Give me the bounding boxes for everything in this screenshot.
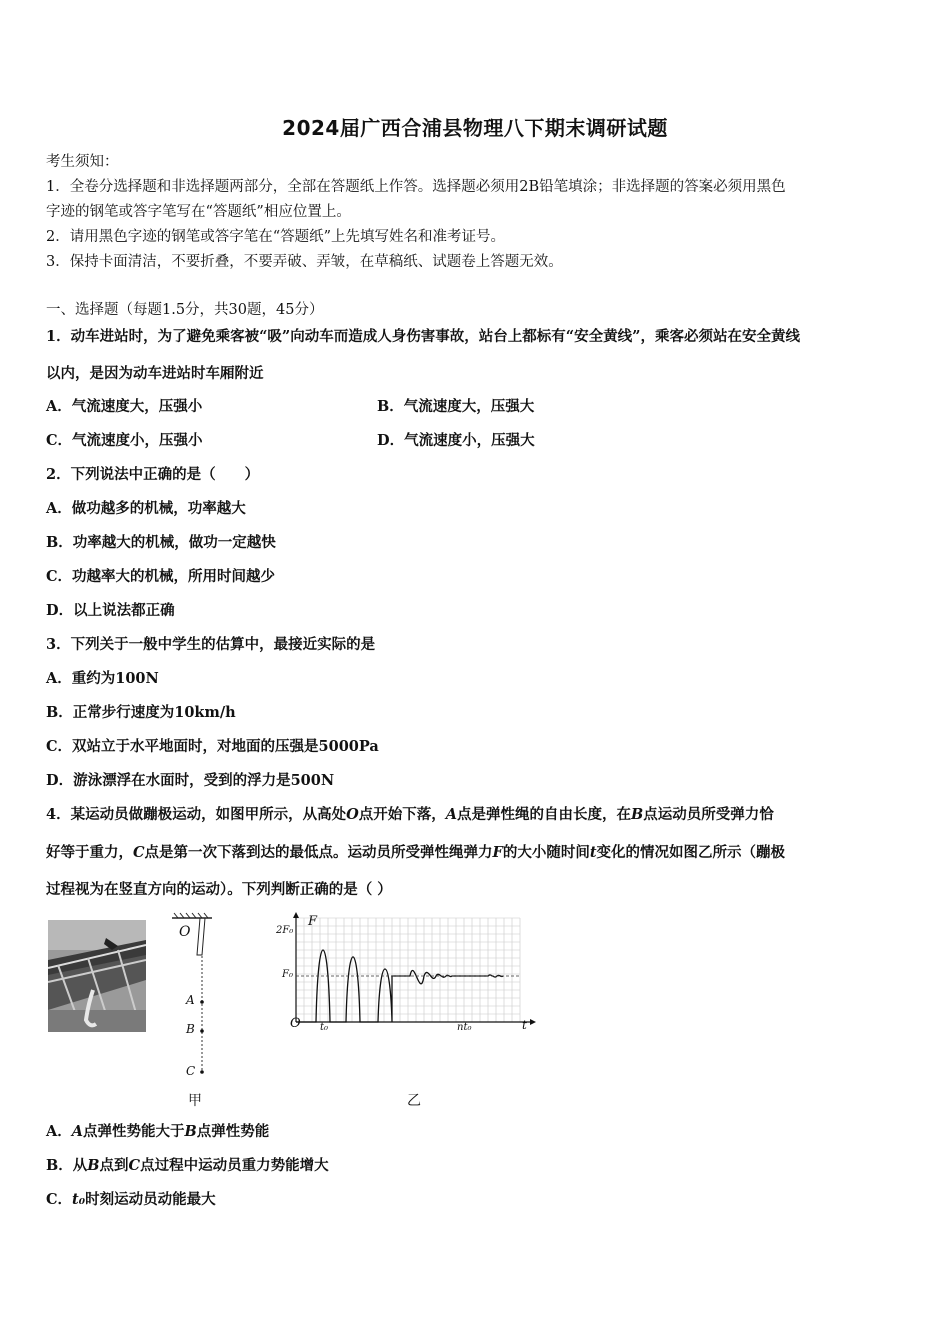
q1-option-b: B．气流速度大，压强大 (377, 398, 535, 415)
q3-stem: 3．下列关于一般中学生的估算中，最接近实际的是 (46, 636, 376, 653)
graph-label-t0: t₀ (320, 1022, 329, 1033)
q4-stem-line1: 4．某运动员做蹦极运动，如图甲所示，从高处O点开始下落，A点是弹性绳的自由长度，在B点运动员所受弹力恰 (46, 806, 774, 823)
section-heading: 一、选择题（每题1.5分，共30题，45分） (46, 302, 324, 318)
graph-label-f: F (308, 914, 318, 929)
rope-label-c: C (186, 1064, 196, 1078)
q3-option-d: D．游泳漂浮在水面时，受到的浮力是500N (46, 772, 335, 789)
graph-label-origin: O (290, 1016, 301, 1031)
point-c-dot (200, 1070, 204, 1074)
point-a-dot (200, 1000, 204, 1004)
force-time-graph (274, 910, 536, 1080)
bungee-photo (48, 920, 146, 1032)
notice-item-1-cont: 字迹的钢笔或答字笔写在“答题纸”相应位置上。 (46, 204, 351, 220)
graph-label-nt0: nt₀ (457, 1022, 472, 1033)
q2-stem: 2．下列说法中正确的是（ ） (46, 466, 260, 483)
rope-label-o: O (179, 924, 191, 940)
figure-label-jia: 甲 (188, 1093, 202, 1109)
notice-item-1: 1．全卷分选择题和非选择题两部分，全部在答题纸上作答。选择题必须用2B铅笔填涂；非选择题的答案必须用黑色 (46, 179, 786, 195)
q1-option-c: C．气流速度小，压强小 (46, 432, 203, 449)
rope-label-b: B (186, 1022, 195, 1036)
q2-option-d: D．以上说法都正确 (46, 602, 175, 619)
q2-option-b: B．功率越大的机械，做功一定越快 (46, 534, 276, 551)
q1-option-d: D．气流速度小，压强大 (377, 432, 535, 449)
q4-stem-line2: 好等于重力，C点是第一次下落到达的最低点。运动员所受弹性绳弹力F的大小随时间t变化的情况如图乙所示（蹦极 (46, 844, 786, 861)
q2-option-c: C．功越率大的机械，所用时间越少 (46, 568, 276, 585)
notice-item-2: 2．请用黑色字迹的钢笔或答字笔在“答题纸”上先填写姓名和准考证号。 (46, 229, 506, 245)
q1-option-a: A．气流速度大，压强小 (46, 398, 203, 415)
q1-stem-line1: 1．动车进站时，为了避免乘客被“吸”向动车而造成人身伤害事故，站台上都标有“安全黄线”，乘客必须站在安全黄线 (46, 328, 800, 345)
notice-heading: 考生须知： (46, 154, 119, 170)
q1-stem-line2: 以内，是因为动车进站时车厢附近 (46, 365, 264, 382)
q3-option-a: A．重约为100N (46, 670, 159, 687)
q4-stem-line3: 过程视为在竖直方向的运动）。下列判断正确的是（ ） (46, 881, 392, 898)
q4-option-c: C．t₀时刻运动员动能最大 (46, 1191, 216, 1208)
q4-option-a: A．A点弹性势能大于B点弹性势能 (46, 1123, 270, 1140)
q2-option-a: A．做功越多的机械，功率越大 (46, 500, 246, 517)
q3-option-c: C．双站立于水平地面时，对地面的压强是5000Pa (46, 738, 379, 755)
page-title: 2024届广西合浦县物理八下期末调研试题 (282, 116, 668, 140)
q4-figure (46, 910, 536, 1115)
graph-label-t: t (522, 1018, 527, 1032)
q4-option-b: B．从B点到C点过程中运动员重力势能增大 (46, 1157, 329, 1174)
q3-option-b: B．正常步行速度为10km/h (46, 704, 236, 721)
figure-label-yi: 乙 (407, 1093, 421, 1109)
rope-label-a: A (186, 993, 195, 1007)
graph-label-f0: F₀ (282, 969, 293, 980)
point-b-dot (200, 1029, 204, 1033)
notice-item-3: 3．保持卡面清洁，不要折叠，不要弄破、弄皱，在草稿纸、试题卷上答题无效。 (46, 254, 563, 270)
graph-label-2f0: 2F₀ (276, 925, 294, 936)
